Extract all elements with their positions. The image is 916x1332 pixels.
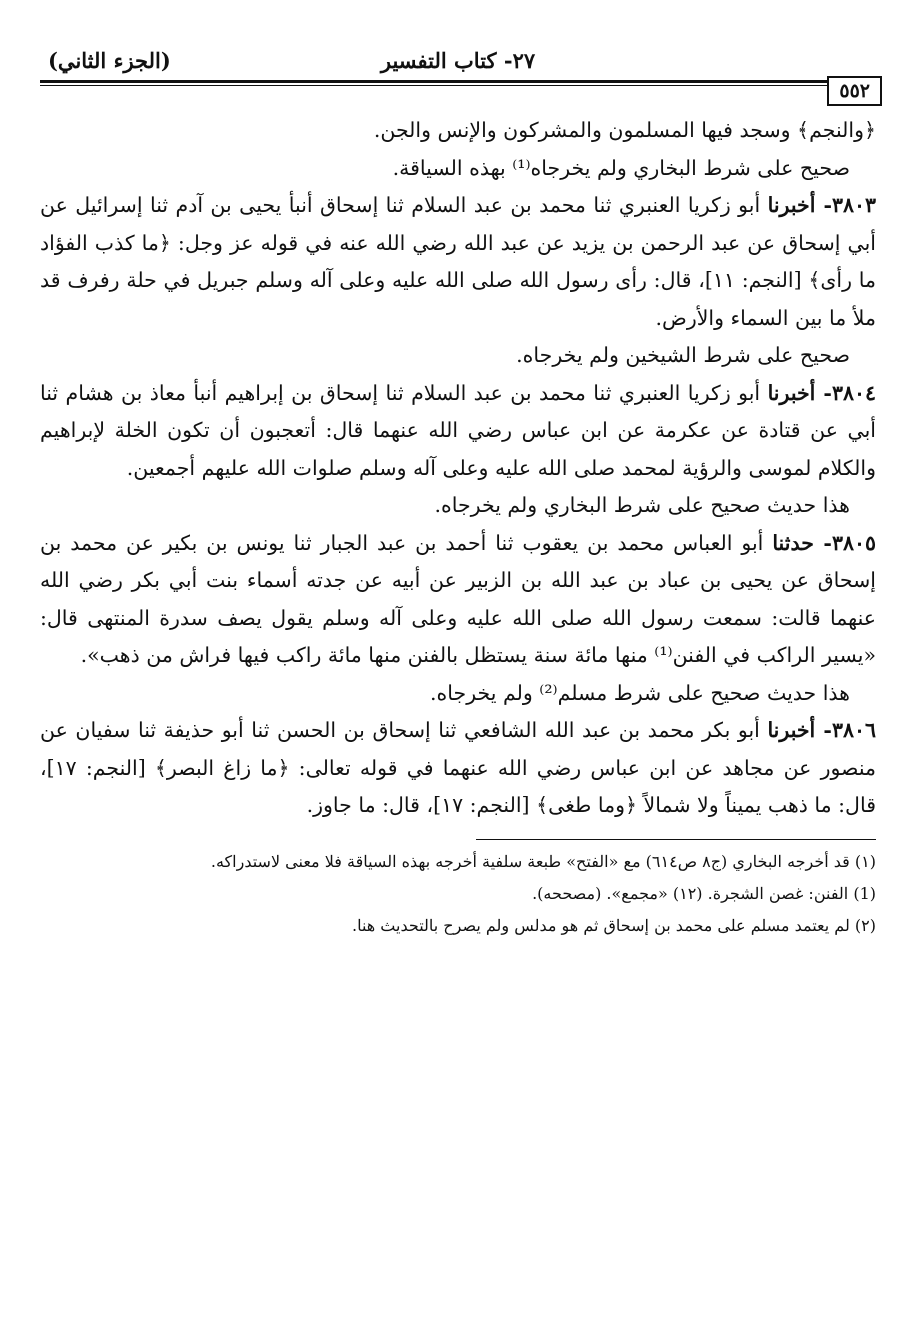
hadith-number: ٣٨٠٦- أخبرنا [767,718,876,742]
running-header [40,40,876,78]
header-rule-thick [40,80,876,83]
hadith-number: ٣٨٠٥- حدثنا [772,530,876,555]
hadith-3805 [40,525,876,675]
header-rule-thin [40,85,876,86]
footnote: (١) قد أخرجه البخاري (ج٨ ص٦١٤) مع «الفتح» طبعة سلفية أخرجه بهذه السياقة فلا معنى لاستدراكه. [210,851,876,871]
hadith-text: أبو زكريا العنبري ثنا محمد بن عبد السلام ثنا إسحاق أنبأ يحيى بن آدم ثنا إسرائيل عن أبي إسحاق عن عبد الرحمن بن يزيد عن عبد الله رضي الله عنه في قوله عز وجل: ﴿ما كذب الفؤاد ما رأى﴾ [النجم: ١١]، قال: رأى رسول الله صلى الله عليه وعلى آله وسلم جبريل في حلة رفرف قد ملأ ما بين السماء والأرض. [40,193,876,330]
hadith-3806 [40,712,876,825]
paragraph-1: ﴿والنجم﴾ وسجد فيها المسلمون والمشركون والإنس والجن. [373,118,876,142]
hadith-number: ٣٨٠٤- أخبرنا [767,380,876,405]
book-page [40,40,876,942]
chapter-title: ٢٧- كتاب التفسير [380,48,536,73]
main-text [40,112,876,825]
hadith-grade: صحيح على شرط الشيخين ولم يخرجاه. [516,343,850,367]
hadith-3804 [40,375,876,488]
paragraph-2: صحيح على شرط البخاري ولم يخرجاه⁽¹⁾ بهذه السياقة. [392,155,850,180]
footnotes [40,840,876,942]
page-number: ٥٥٢ [827,76,882,106]
hadith-grade: هذا حديث صحيح على شرط مسلم⁽²⁾ ولم يخرجاه. [430,680,850,705]
hadith-text: أبو زكريا العنبري ثنا محمد بن عبد السلام ثنا إسحاق بن إبراهيم أنبأ معاذ بن هشام ثنا أبي عن قتادة عن عكرمة عن ابن عباس رضي الله عنهما قال: أتعجبون أن تكون الخلة لإبراهيم والكلام لموسى والرؤية لمحمد صلى الله عليه وعلى آله وسلم صلوات الله عليهم أجمعين. [40,380,876,480]
hadith-grade: هذا حديث صحيح على شرط البخاري ولم يخرجاه. [434,493,850,517]
hadith-number: ٣٨٠٣- أخبرنا [767,193,876,217]
hadith-3803 [40,187,876,337]
footnote: (٢) لم يعتمد مسلم على محمد بن إسحاق ثم هو مدلس ولم يصرح بالتحديث هنا. [351,915,876,935]
footnote: (1) الفنن: غصن الشجرة. (١٢) «مجمع». (مصححه). [532,883,876,903]
part-label: (الجزء الثاني) [48,48,171,73]
hadith-text: أبو بكر محمد بن عبد الله الشافعي ثنا إسحاق بن الحسن ثنا أبو حذيفة ثنا سفيان عن منصور عن مجاهد عن ابن عباس رضي الله عنهما في قوله تعالى: ﴿ما زاغ البصر﴾ [النجم: ١٧]، قال: ما ذهب يميناً ولا شمالاً ﴿وما طغى﴾ [النجم: ١٧]، قال: ما جاوز. [40,718,876,817]
hadith-text: أبو العباس محمد بن يعقوب ثنا أحمد بن عبد الجبار ثنا يونس بن بكير عن محمد بن إسحاق عن يحيى بن عباد بن عبد الله بن الزبير عن أبيه عن جدته أسماء بنت أبي بكر رضي الله عنهما قالت: سمعت رسول الله صلى الله عليه وعلى آله وسلم يقول يصف سدرة المنتهى قال: «يسير الراكب في الفنن⁽¹⁾ منها مائة سنة يستظل بالفنن منها مائة راكب فيها فراش من ذهب». [40,530,876,667]
